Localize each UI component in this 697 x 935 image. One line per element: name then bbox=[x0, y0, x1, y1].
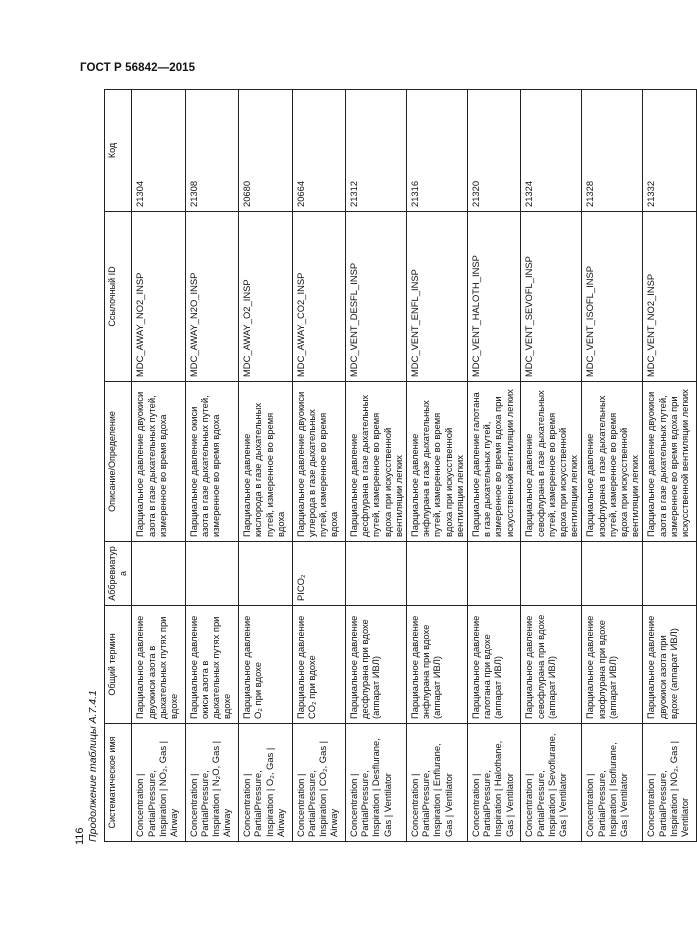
cell-system-name: Concentration | PartialPressure, Inspiration | Sevoflurane, Gas | Ventilator bbox=[521, 724, 582, 842]
cell-abbreviation bbox=[468, 542, 521, 606]
cell-reference-id: MDC_VENT_ENFL_INSP bbox=[406, 212, 467, 382]
page-number: 116 bbox=[74, 827, 86, 845]
cell-common-term: Парциальное давление галотана при вдохе (аппарат ИВЛ) bbox=[468, 606, 521, 724]
cell-common-term: Парциальное давление окиси азота в дыхательных путях при вдохе bbox=[185, 606, 238, 724]
table-row bbox=[643, 90, 696, 842]
cell-system-name: Concentration | PartialPressure, Inspiration | NO₂, Gas | Ventilator bbox=[643, 724, 696, 842]
cell-description: Парциальное давление десфлурана в газе дыхательных путей, измеренное во время вдоха при искусственной вентиляции легких bbox=[345, 382, 406, 542]
cell-abbreviation bbox=[406, 542, 467, 606]
cell-system-name: Concentration | PartialPressure, Inspiration | N₂O, Gas | Airway bbox=[185, 724, 238, 842]
cell-description: Парциальное давление кислорода в газе дыхательных путей, измеренное во время вдоха bbox=[239, 382, 292, 542]
column-header-reference-id: Ссылочный ID bbox=[105, 212, 132, 382]
cell-reference-id: MDC_AWAY_NO2_INSP bbox=[132, 212, 185, 382]
cell-common-term: Парциальное давление O₂ при вдохе bbox=[239, 606, 292, 724]
cell-system-name: Concentration | PartialPressure, Inspiration | Enflurane, Gas | Ventilator bbox=[406, 724, 467, 842]
column-header-system-name: Систематическое имя bbox=[105, 724, 132, 842]
cell-common-term: Парциальное давление изофлурана при вдохе (аппарат ИВЛ) bbox=[582, 606, 643, 724]
column-header-description: Описание/Определение bbox=[105, 382, 132, 542]
column-header-code: Код bbox=[105, 90, 132, 212]
cell-abbreviation bbox=[643, 542, 696, 606]
cell-code: 21328 bbox=[582, 90, 643, 212]
cell-description: Парциальное давление двуокиси азота в газе дыхательных путей, измеренное во время вдоха при искусственной вентиляции легких bbox=[643, 382, 696, 542]
cell-code: 21320 bbox=[468, 90, 521, 212]
cell-description: Парциальное давление севофлурана в газе дыхательных путей, измеренное во время вдоха при искусственной вентиляции легких bbox=[521, 382, 582, 542]
cell-code: 21332 bbox=[643, 90, 696, 212]
cell-reference-id: MDC_VENT_SEVOFL_INSP bbox=[521, 212, 582, 382]
cell-system-name: Concentration | PartialPressure, Inspiration | Desflurane, Gas | Ventilator bbox=[345, 724, 406, 842]
cell-description: Парциальное давление энфлурана в газе дыхательных путей, измеренное во время вдоха при искусственной вентиляции легких bbox=[406, 382, 467, 542]
cell-code: 20664 bbox=[292, 90, 345, 212]
cell-code: 21312 bbox=[345, 90, 406, 212]
table-header-row bbox=[105, 90, 132, 842]
column-header-abbreviation: Аббревиатура bbox=[105, 542, 132, 606]
cell-common-term: Парциальное давление севофлурана при вдохе (аппарат ИВЛ) bbox=[521, 606, 582, 724]
cell-reference-id: MDC_AWAY_O2_INSP bbox=[239, 212, 292, 382]
cell-description: Парциальное давление изофлурана в газе дыхательных путей, измеренное во время вдоха при искусственной вентиляции легких bbox=[582, 382, 643, 542]
cell-common-term: Парциальное давление двуокиси азота в дыхательных путях при вдохе bbox=[132, 606, 185, 724]
cell-reference-id: MDC_VENT_DESFL_INSP bbox=[345, 212, 406, 382]
cell-system-name: Concentration | PartialPressure, Inspiration | NO₂, Gas | Airway bbox=[132, 724, 185, 842]
cell-reference-id: MDC_VENT_NO2_INSP bbox=[643, 212, 696, 382]
cell-system-name: Concentration | PartialPressure, Inspiration | Isoflurane, Gas | Ventilator bbox=[582, 724, 643, 842]
document-header-title: ГОСТ Р 56842—2015 bbox=[80, 62, 196, 74]
cell-code: 20680 bbox=[239, 90, 292, 212]
cell-common-term: Парциальное давление двуокиси азота при вдохе (аппарат ИВЛ) bbox=[643, 606, 696, 724]
cell-common-term: Парциальное давление энфлурана при вдохе (аппарат ИВЛ) bbox=[406, 606, 467, 724]
cell-system-name: Concentration | PartialPressure, Inspiration | O₂, Gas | Airway bbox=[239, 724, 292, 842]
cell-common-term: Парциальное давление CO₂ при вдохе bbox=[292, 606, 345, 724]
cell-description: Парциальное давление окиси азота в газе дыхательных путей, измеренное во время вдоха bbox=[185, 382, 238, 542]
cell-abbreviation bbox=[345, 542, 406, 606]
table-row bbox=[239, 90, 292, 842]
cell-abbreviation bbox=[132, 542, 185, 606]
cell-system-name: Concentration | PartialPressure, Inspiration | Halothane, Gas | Ventilator bbox=[468, 724, 521, 842]
cell-description: Парциальное давление галотана в газе дыхательных путей, измеренное во время вдоха при искусственной вентиляции легких bbox=[468, 382, 521, 542]
table-caption: Продолжение таблицы А.7.4.1 bbox=[87, 690, 99, 842]
cell-reference-id: MDC_VENT_ISOFL_INSP bbox=[582, 212, 643, 382]
table-row bbox=[132, 90, 185, 842]
rotated-table-container bbox=[86, 90, 691, 842]
cell-abbreviation bbox=[239, 542, 292, 606]
cell-abbreviation bbox=[185, 542, 238, 606]
cell-code: 21324 bbox=[521, 90, 582, 212]
cell-abbreviation bbox=[521, 542, 582, 606]
table-row bbox=[345, 90, 406, 842]
table-row bbox=[582, 90, 643, 842]
cell-description: Парциальное давление двуокиси азота в газе дыхательных путей, измеренное во время вдоха bbox=[132, 382, 185, 542]
cell-description: Парциальное давление двуокиси углерода в газе дыхательных путей, измеренное во время вдоха bbox=[292, 382, 345, 542]
cell-code: 21304 bbox=[132, 90, 185, 212]
table-row bbox=[185, 90, 238, 842]
cell-reference-id: MDC_AWAY_N2O_INSP bbox=[185, 212, 238, 382]
table-row bbox=[468, 90, 521, 842]
cell-system-name: Concentration | PartialPressure, Inspiration | CO₂, Gas | Airway bbox=[292, 724, 345, 842]
cell-code: 21316 bbox=[406, 90, 467, 212]
cell-reference-id: MDC_VENT_HALOTH_INSP bbox=[468, 212, 521, 382]
cell-common-term: Парциальное давление десфлурана при вдохе (аппарат ИВЛ) bbox=[345, 606, 406, 724]
cell-reference-id: MDC_AWAY_CO2_INSP bbox=[292, 212, 345, 382]
cell-abbreviation bbox=[582, 542, 643, 606]
cell-code: 21308 bbox=[185, 90, 238, 212]
cell-abbreviation: PICO₂ bbox=[292, 542, 345, 606]
column-header-common-term: Общий термин bbox=[105, 606, 132, 724]
table-row bbox=[521, 90, 582, 842]
table-row bbox=[406, 90, 467, 842]
table-row bbox=[292, 90, 345, 842]
terms-table bbox=[104, 89, 697, 842]
